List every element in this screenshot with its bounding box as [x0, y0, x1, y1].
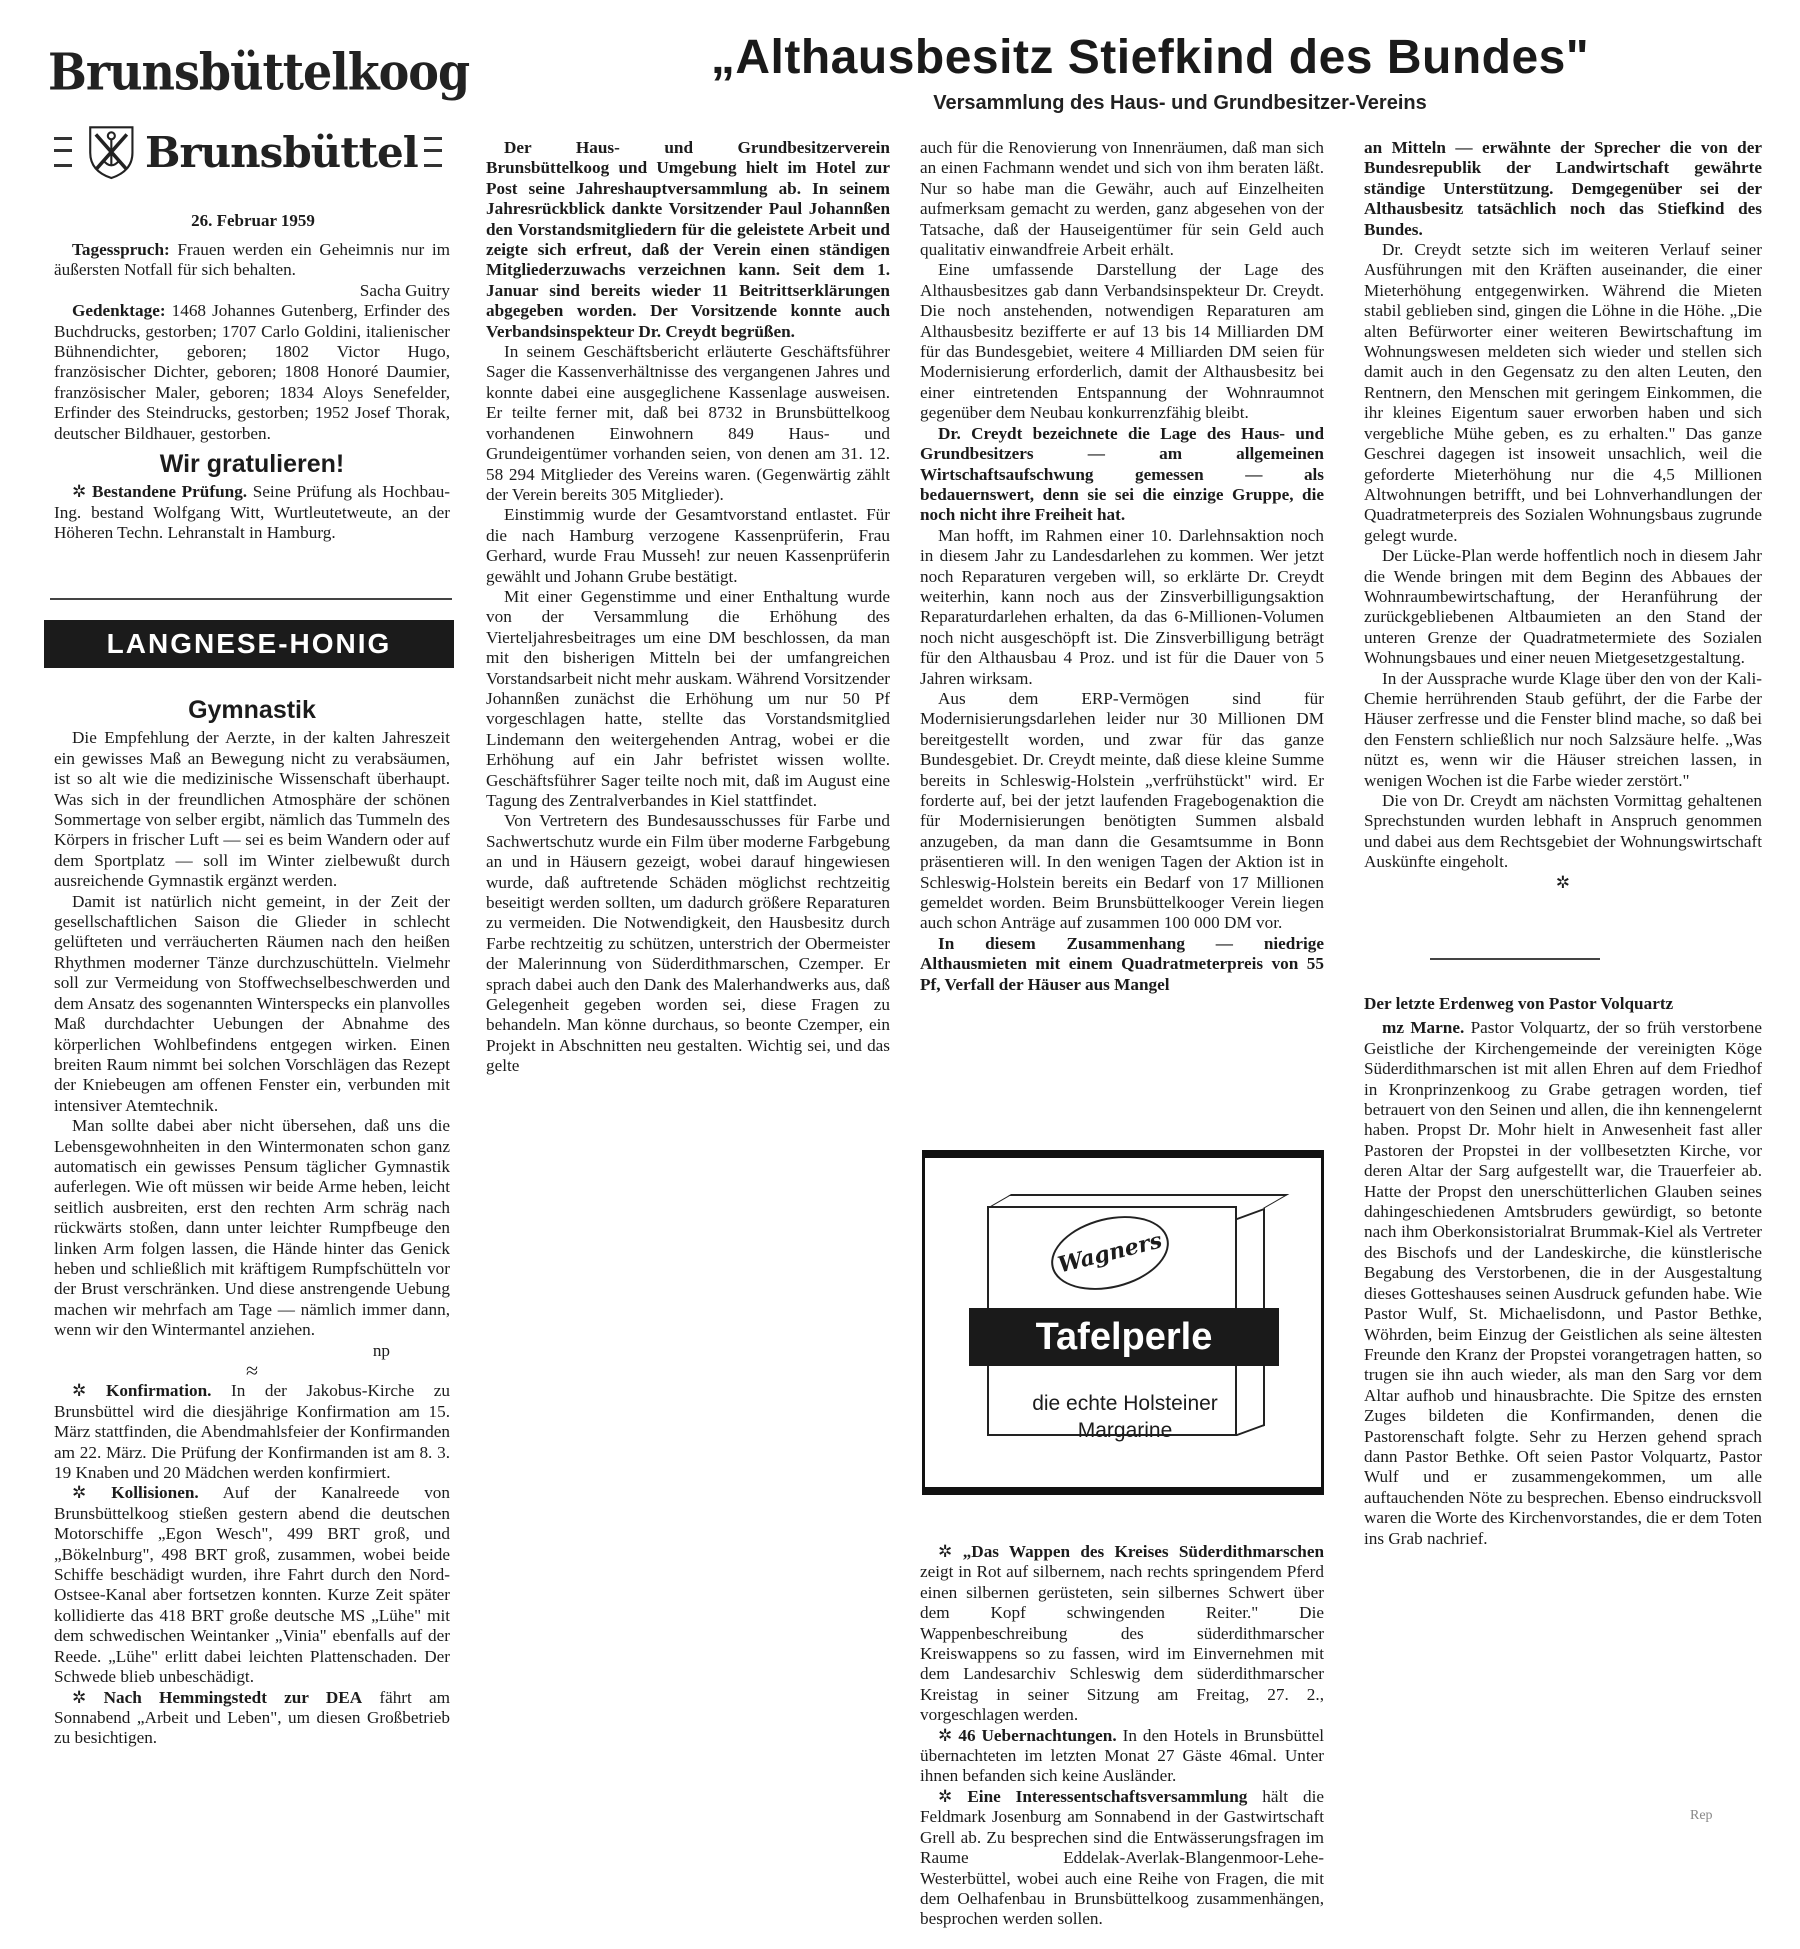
article-paragraph: Man hofft, im Rahmen einer 10. Darlehnsaktion noch in diesem Jahr zu Landesdarlehen zu kommen. Wer jetzt noch Reparaturen vergeben will, so erklärte Dr. Creydt weiterhin, kann noch aus der Zinsverbilligungsaktion Reparaturdarlehen erhalten, da das 6-Millionen-Volumen noch nicht ausgeschöpft ist. Die Zinsverbilligung beträgt für den Althausbau 4 Proz. und ist für die Dauer von 5 Jahren wirksam. [920, 525, 1324, 688]
wagners-logo: Wagners [1043, 1205, 1176, 1302]
column-4-divider [1430, 958, 1600, 960]
star-icon: ✲ [72, 1483, 87, 1503]
masthead-row [48, 113, 448, 191]
article-paragraph: In seinem Geschäftsbericht erläuterte Geschäftsführer Sager die Kassenverhältnisse des vergangenen Jahres und konnte dabei eine ausgeglichene Kassenlage ausweisen. Er teilte ferner mit, daß bei 8732 in Brunsbüttelkoog vorhandenen Einwohnern 849 Haus- und Grundeigentümer vorhanden seien, von denen am 31. 12. 58 294 Mitglieder des Vereins waren. (Gegenwärtig zählt der Verein bereits 305 Mitglieder). [486, 342, 890, 504]
star-icon: ✲ [72, 1381, 87, 1401]
issue-date: 26. Februar 1959 [191, 211, 315, 230]
article-paragraph: In der Aussprache wurde Klage über den von der Kali-Chemie herrührenden Staub geführt, der die Farbe der Häuser zerfresse und die Fenster blind mache, so daß bei den Fenstern schließlich nur noch Salzsäure helfe. „Was nützt es, wenn wir die Häuser streichen lassen, in wenigen Wochen ist die Farbe wieder zerstört." [1364, 668, 1762, 790]
article-column-2 [486, 138, 890, 1077]
wappen-note [920, 1542, 1324, 1726]
pruefung-note [54, 482, 450, 543]
tagesspruch-label: Tagesspruch: [72, 240, 170, 259]
tafelperle-ad [922, 1150, 1324, 1495]
ad-line-2: Margarine [1077, 1419, 1173, 1442]
uebernachtungen-text: In den Hotels in Brunsbüttel übernachteten im letzten Monat 27 Gäste 46mal. Unter ihnen befanden sich keine Ausländer. [920, 1725, 1324, 1786]
article-paragraph: Von Vertretern des Bundesausschusses für Farbe und Sachwertschutz wurde ein Film über moderne Farbgebung an und in Häusern gezeigt, wobei darauf hingewiesen wurde, daß auftretende Schäden möglichst rechtzeitig beseitigt werden sollten, um dadurch größere Reparaturen zu vermeiden. Die Notwendigkeit, den Hausbesitz durch Farbe rechtzeitig zu schützen, unterstrich der Obermeister der Malerinnung von Süderdithmarschen, Czemper. Er sprach dabei auch den Dank des Malerhandwerks aus, daß Gelegenheit gegeben worden sei, diese Fragen zu behandeln. Man könne durchaus, so beonte Czemper, ein Projekt in Abschnitten neu gestalten. Wichtig sei, und das gelte [486, 811, 890, 1076]
article-headline: „Althausbesitz Stiefkind des Bundes" [710, 31, 1590, 84]
gymnastik-paragraph: Damit ist natürlich nicht gemeint, in der Zeit der gesellschaftlichen Saison die Glieder in schlecht gelüfteten und verräucherten Räumen nach den heißen Rhythmen moderner Tänze durchzuschütteln. Vielmehr soll zur Vermeidung von Stoffwechselbeschwerden und dem Ansatz des sogenannten Winterspecks ein planvolles Maß durchdachter Uebungen der Abnahme des körperlichen Wohlbefindens entgegen wirken. Einen breiten Raum nimmt bei solchen Vorschlägen das Rezept der Kniebeugen am offenen Fenster ein, verbunden mit intensiver Atemtechnik. [54, 891, 450, 1115]
ad-line-1: die echte Holsteiner [1032, 1392, 1218, 1415]
gymnastik-heading: Gymnastik [188, 696, 316, 724]
article-paragraph: auch für die Renovierung von Innenräumen, daß man sich an einen Fachmann wendet und sich von ihm beraten läßt. Nur so habe man die Gewähr, auch auf Einzelheiten aufmerksam gemacht zu werden, ganz abgesehen von der Tatsache, daß der Hauseigentümer für sein Geld auch qualitativ einwandfreie Arbeit erhält. [920, 138, 1324, 260]
article-paragraph: Eine umfassende Darstellung der Lage des Althausbesitzes gab dann Verbandsinspekteur Dr. Creydt. Die noch anstehenden, notwendigen Reparaturen am Althausbesitz bezifferte er auf 13 bis 14 Milliarden DM für das Bundesgebiet, weitere 4 Milliarden DM seien für Modernisierung erforderlich, damit der Althausbesitz bei einer eintretenden Entspannung der Wohnraumnot gegenüber dem Neubau konkurrenzfähig bleibt. [920, 260, 1324, 423]
volquartz-body: Pastor Volquartz, der so früh verstorbene Geistliche der Kirchengemeinde der vereinigten Köge Süderdithmarschen ist mit allen Ehren auf dem Friedhof in Kronprinzenkoog zu Grabe getragen worden, tief betrauert von den Seinen und allen, die ihn kennengelernt haben. Propst Dr. Mohr hielt in Anwesenheit fast aller Pastoren der Propstei in der vollbesetzten Kirche, vor deren Altar der Sarg aufgestellt war, die Trauerfeier ab. Hatte der Propst den unerschütterlichen Glauben seines dahingeschiedenen Amtsbruders gewürdigt, so betonte nach ihm Oberkonsistorialrat Brummak-Kiel als Vertreter des Bischofs und der Landeskirche, die künstlerische Begabung des Verstorbenen, die in der Ausgestaltung dieses Gotteshauses seinen Ausdruck gefunden habe. Wie Pastor Wulf, St. Michaelisdonn, und Pastor Bethke, Wöhrden, beim Einzug der Geistlichen als seine ältesten Freunde den Kranz der Propstei vorangetragen hatten, so trugen sie ihn auch wieder, als man den Sarg vor dem Altar aufhob und hinausbrachte. Die Spitze des ernsten Zuges bildeten die Konfirmanden, denen die Pastorenschaft folgte. Sehr zu Herzen gehend sprach dann Pastor Bethke. Oft seien Pastor Volquartz, Pastor Wulf und er zusammengekommen, um alle auftauchenden Nöte zu besprechen. Ebenso eindrucksvoll waren die Worte des Kirchenvorstandes, die er dem Toten ins Grab nachrief. [1364, 1018, 1762, 1548]
article-paragraph: Mit einer Gegenstimme und einer Enthaltung wurde von der Versammlung die Erhöhung des Vierteljahresbeitrages um eine DM beschlossen, da man mit den bisherigen Mitteln bei der umfangreichen Vorstandsarbeit nicht mehr auskam. Während Vorsitzender Johannßen zunächst die Erhöhung um nur 50 Pf vorgeschlagen hatte, stellte das Vorstandsmitglied Lindemann den weitergehenden Antrag, wobei er die Erhöhung auf ein Jahr befristet wissen wollte. Geschäftsführer Sager teilte noch mit, daß im August eine Tagung des Zentralverbandes in Kiel stattfindet. [486, 586, 890, 810]
volquartz-place: mz Marne. [1382, 1018, 1465, 1038]
interessen-note [920, 1787, 1324, 1930]
article-paragraph-bold: In diesem Zusammenhang — niedrige Althausmieten mit einem Quadratmeterpreis von 55 Pf, Verfall der Häuser aus Mangel [920, 933, 1324, 994]
konfirmation-note [54, 1381, 450, 1483]
squiggle-divider: ≈ [245, 1358, 259, 1383]
konfirmation-label: Konfirmation. [105, 1381, 212, 1401]
gedenktage [54, 301, 450, 444]
left-column-lower [54, 696, 451, 1749]
uebernachtungen-note [920, 1726, 1324, 1787]
volquartz-text [1364, 1018, 1762, 1549]
gedenktage-text: 1468 Johannes Gutenberg, Erfinder des Buchdrucks, gestorben; 1707 Carlo Goldini, italienischer Bühnendichter, geboren; 1802 Victor Hugo, französischer Dichter, geboren; 1808 Honoré Daumier, französischer Maler, geboren; 1834 Aloys Senefelder, Erfinder des Steindrucks, gestorben; 1952 Josef Thorak, deutscher Bildhauer, gestorben. [54, 301, 450, 443]
pruefung-text: Seine Prüfung als Hochbau-Ing. bestand Wolfgang Witt, Wurtleutetweute, an der Höheren Techn. Lehranstalt in Hamburg. [54, 482, 451, 543]
ad-banner: Tafelperle [969, 1308, 1279, 1366]
left-column-upper [54, 240, 450, 544]
star-icon: ✲ [72, 1687, 87, 1707]
star-icon: ✲ [938, 1725, 953, 1745]
star-icon: ✲ [72, 482, 87, 502]
kollisionen-text: Auf der Kanalreede von Brunsbüttelkoog stießen gestern abend die deutschen Motorschiffe „Egon Wesch", 499 BRT groß, und „Bökelnburg", 498 BRT groß, zusammen, wobei beide Schiffe beschädigt wurden, ihre Fahrt durch den Nord-Ostsee-Kanal aber fortsetzen konnten. Kurze Zeit später kollidierte das 418 BRT große deutsche MS „Lühe" mit dem schwedischen Weintanker „Vinia" ebenfalls auf der Reede. „Lühe" erlitt dabei leichten Plattenschaden. Der Schwede blieb unbeschädigt. [54, 1483, 450, 1687]
article-lead: Der Haus- und Grundbesitzerverein Brunsbüttelkoog und Umgebung hielt im Hotel zur Post seine Jahreshauptversammlung ab. In seinem Jahresrückblick dankte Vorsitzender Paul Johannßen den Vorstandsmitgliedern für die geleistete Arbeit und zeigte sich erfreut, daß der Verein einen ständigen Mitgliederzuwachs verzeichnen kann. Seit dem 1. Januar sind bereits wieder 11 Beitrittserklärungen abgegeben worden. Der Vorsitzende konnte auch Verbandsinspekteur Dr. Creydt begrüßen. [486, 138, 890, 341]
kollisionen-note [54, 1483, 450, 1687]
article-end-star: ✲ [1555, 872, 1571, 892]
hemmingstedt-note [54, 1688, 450, 1749]
masthead-rule-right [424, 137, 442, 167]
gedenktage-label: Gedenktage: [72, 301, 166, 321]
left-divider [50, 598, 452, 600]
article-subheadline: Versammlung des Haus- und Grundbesitzer-Vereins [933, 92, 1427, 114]
interessen-label: Eine Interessentschaftsversammlung [967, 1786, 1248, 1806]
gratulieren-heading: Wir gratulieren! [159, 450, 345, 479]
article-paragraph: Dr. Creydt setzte sich im weiteren Verlauf seiner Ausführungen mit den Kräften auseinander, die einer Mieterhöhung entgegenwirken. Während die Mieten stabil geblieben sind, gingen die Löhne in die Höhe. „Die alten Befürworter einer weiteren Bewirtschaftung im Wohnungswesen meldeten sich wieder und stellen sich damit auch in den Gegensatz zu den alten Leuten, den Rentnern, den Menschen mit geringem Einkommen, die ihr kleines Eigentum sauer erworben haben und sich vergebliche Mühe geben, es zu erhalten." Das ganze Geschrei dagegen ist insoweit unsachlich, weil die geforderte Mieterhöhung nur die 4,5 Millionen Altwohnungen betrifft, und bei Lohnverhandlungen der Quadratmeterpreis des Sozialen Wohnungsbaus zugrunde gelegt wurde. [1364, 240, 1762, 545]
masthead [48, 42, 470, 195]
gymnastik-paragraph: Man sollte dabei aber nicht übersehen, daß uns die Lebensgewohnheiten in den Wintermonaten schon ganz automatisch ein gewisses Pensum täglicher Gymnastik auferlegen. Wie oft müssen wir beide Arme heben, leicht seitlich ausbreiten, erst den rechten Arm schräg nach rückwärts stoßen, dann unter leichter Rumpfbeuge den linken Arm folgen lassen, die Hände hinter das Genick heben und schließlich mit kräftigem Rumpfschütteln vor der Brust verschränken. Und diese anstrengende Uebung machen wir mehrfach am Tage — nämlich immer dann, wenn wir den Wintermantel anziehen. [54, 1116, 450, 1340]
article-paragraph: Der Lücke-Plan werde hoffentlich noch in diesem Jahr die Wende bringen mit dem Beginn des Abbaues der Wohnraumbewirtschaftung, der Heranführung der zurückgebliebenen Altbaumieten an den Stand der unteren Grenze der Quadratmetermiete des Sozialen Wohnungsbaues und einer neuen Mietgesetzgestaltung. [1364, 546, 1762, 668]
wappen-text: zeigt in Rot auf silbernem, nach rechts springendem Pferd einen silbernen gerüsteten, sein silbernes Schwert über dem Kopf schwingenden Reiter." Die Wappenbeschreibung des süderdithmarscher Kreiswappens so zu fassen, wird im Einvernehmen mit dem Landesarchiv Schleswig dem süderdithmarscher Kreistag in seiner Sitzung am Freitag, 27. 2., vorgeschlagen werden. [920, 1562, 1324, 1725]
volquartz-article [1364, 994, 1762, 1549]
hemmingstedt-text: fährt am Sonnabend „Arbeit und Leben", um diesen Großbetrieb zu besichtigen. [54, 1687, 451, 1748]
konfirmation-text: In der Jakobus-Kirche zu Brunsbüttel wird die diesjährige Konfirmation am 15. März stattfinden, die Abendmahlsfeier der Konfirmanden am 22. März. Die Prüfung der Konfirmanden ist am 8. 3. 19 Knaben und 20 Mädchen werden konfirmiert. [54, 1381, 450, 1483]
article-paragraph-bold: Dr. Creydt bezeichnete die Lage des Haus- und Grundbesitzers — am allgemeinen Wirtschaftsaufschwung gemessen — als bedauernswert, denn sie sei die einzige Gruppe, die noch nicht ihre Freiheit hat. [920, 423, 1324, 525]
ad-text [965, 1390, 1285, 1444]
article-paragraph-bold: an Mitteln — erwähnte der Sprecher die von der Bundesrepublik der Landwirtschaft gewährte ständige Unterstützung. Demgegenüber sei der Althausbesitz tatsächlich noch das Stiefkind des Bundes. [1364, 138, 1762, 239]
star-icon: ✲ [938, 1786, 953, 1806]
kollisionen-label: Kollisionen. [111, 1483, 199, 1503]
masthead-title-1: Brunsbüttelkoog [48, 42, 470, 102]
hemmingstedt-label: Nach Hemmingstedt zur DEA [103, 1687, 363, 1707]
tagesspruch-author: Sacha Guitry [359, 280, 450, 300]
bottom-notes [920, 1542, 1324, 1930]
star-icon: ✲ [938, 1542, 953, 1561]
gymnastik-signature: np [372, 1340, 390, 1360]
volquartz-heading: Der letzte Erdenweg von Pastor Volquartz [1364, 994, 1674, 1013]
langnese-ad: LANGNESE-HONIG [44, 620, 454, 668]
tagesspruch-text: Frauen werden ein Geheimnis nur im äußersten Notfall für sich behalten. [54, 240, 450, 280]
anchor-crest-icon [86, 113, 137, 191]
uebernachtungen-label: 46 Uebernachtungen. [958, 1725, 1117, 1745]
tagesspruch [54, 240, 450, 281]
masthead-rule-left [54, 137, 72, 167]
gymnastik-paragraph: Die Empfehlung der Aerzte, in der kalten Jahreszeit ein gewisses Maß an Bewegung nicht zu verabsäumen, ist so alt wie die medizinische Wissenschaft überhaupt. Was sich in der freundlichen Atmosphäre der schönen Sommertage von selber ergibt, nämlich das Tummeln des Körpers in frischer Luft — sei es beim Wandern oder auf dem Sportplatz — soll im Winter zielbewußt durch ausreichende Gymnastik ergänzt werden. [54, 728, 450, 891]
article-paragraph: Einstimmig wurde der Gesamtvorstand entlastet. Für die nach Hamburg verzogene Kassenprüferin, Frau Gerhard, wurde Frau Musseh! zur neuen Kassenprüferin gewählt und Johann Grube bestätigt. [486, 505, 890, 586]
article-column-3 [920, 138, 1324, 995]
corner-mark: Rep [1690, 1808, 1713, 1823]
wappen-label: „Das Wappen des Kreises Süderdithmarschen [962, 1542, 1325, 1561]
article-column-4 [1364, 138, 1762, 893]
interessen-text: hält die Feldmark Josenburg am Sonnabend in der Gastwirtschaft Grell ab. Zu besprechen sind die Entwässerungsfragen im Raume Eddelak-Averlak-Blangenmoor-Lehe-Westerbüttel, wobei auch eine Reihe von Fragen, die mit dem Oelhafenbau in Brunsbüttelkoog zusammenhängen, besprochen werden sollen. [920, 1786, 1324, 1929]
article-paragraph: Die von Dr. Creydt am nächsten Vormittag gehaltenen Sprechstunden wurden lebhaft in Anspruch genommen und dabei aus dem Rechtsgebiet der Wohnungswirtschaft Auskünfte eingeholt. [1364, 791, 1762, 872]
pruefung-label: Bestandene Prüfung. [92, 482, 248, 502]
masthead-title-2: Brunsbüttel [144, 127, 418, 177]
article-paragraph: Aus dem ERP-Vermögen sind für Modernisierungsdarlehen leider nur 30 Millionen DM bereitgestellt worden, und zwar für das ganze Bundesgebiet. Dr. Creydt meinte, daß diese kleine Summe bereits in Schleswig-Holstein „verfrühstückt" wird. Er forderte auf, bei der jetzt laufenden Fragebogenaktion die für Modernisierungen benötigten Summen alsbald anzugeben, da man dann die Gesamtsumme in Bonn präsentieren will. In den wenigen Tagen der Aktion ist in Schleswig-Holstein bereits ein Bedarf von 17 Millionen gemeldet worden. Beim Brunsbüttelkooger Verein liegen auch schon Anträge auf zusammen 100 000 DM vor. [920, 688, 1324, 933]
